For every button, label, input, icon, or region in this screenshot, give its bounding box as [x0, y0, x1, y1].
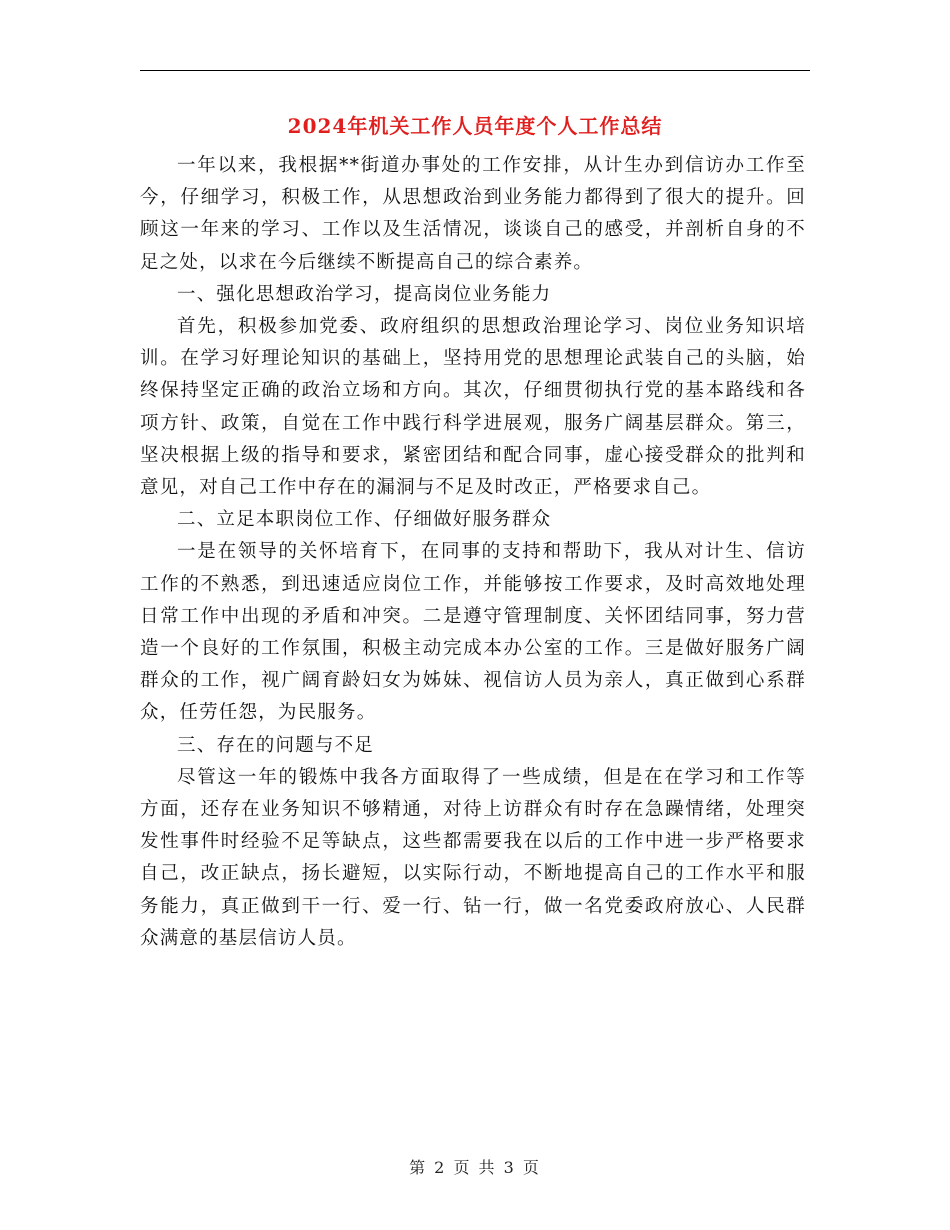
section-3-paragraph: 尽管这一年的锻炼中我各方面取得了一些成绩，但是在在学习和工作等方面，还存在业务知识不够精通，对待上访群众有时存在急躁情绪，处理突发性事件时经验不足等缺点，这些都需要我在以后的工作中进一步严格要求自己，改正缺点，扬长避短，以实际行动，不断地提高自己的工作水平和服务能力，真正做到干一行、爱一行、钻一行，做一名党委政府放心、人民群众满意的基层信访人员。: [140, 766, 806, 949]
intro-paragraph: 一年以来，我根据**街道办事处的工作安排，从计生办到信访办工作至今，仔细学习，积极工作，从思想政治到业务能力都得到了很大的提升。回顾这一年来的学习、工作以及生活情况，谈谈自己的感受，并剖析自身的不足之处，以求在今后继续不断提高自己的综合素养。: [140, 155, 806, 273]
header-rule: [140, 70, 810, 71]
document-body: [140, 150, 806, 955]
section-heading-1: 一、强化思想政治学习，提高岗位业务能力: [177, 283, 552, 305]
section-1-paragraph: 首先，积极参加党委、政府组织的思想政治理论学习、岗位业务知识培训。在学习好理论知识的基础上，坚持用党的思想理论武装自己的头脑，始终保持坚定正确的政治立场和方向。其次，仔细贯彻执行党的基本路线和各项方针、政策，自觉在工作中践行科学进展观，服务广阔基层群众。第三，坚决根据上级的指导和要求，紧密团结和配合同事，虚心接受群众的批判和意见，对自己工作中存在的漏洞与不足及时改正，严格要求自己。: [140, 316, 806, 499]
page-number-footer: 第 2 页 共 3 页: [409, 1158, 541, 1177]
document-title: 2024年机关工作人员年度个人工作总结: [287, 114, 663, 138]
section-heading-2: 二、立足本职岗位工作、仔细做好服务群众: [177, 509, 552, 531]
section-2-paragraph: 一是在领导的关怀培育下，在同事的支持和帮助下，我从对计生、信访工作的不熟悉，到迅速适应岗位工作，并能够按工作要求，及时高效地处理日常工作中出现的矛盾和冲突。二是遵守管理制度、关怀团结同事，努力营造一个良好的工作氛围，积极主动完成本办公室的工作。三是做好服务广阔群众的工作，视广阔育龄妇女为姊妹、视信访人员为亲人，真正做到心系群众，任劳任怨，为民服务。: [140, 541, 806, 724]
section-heading-3: 三、存在的问题与不足: [177, 734, 375, 756]
